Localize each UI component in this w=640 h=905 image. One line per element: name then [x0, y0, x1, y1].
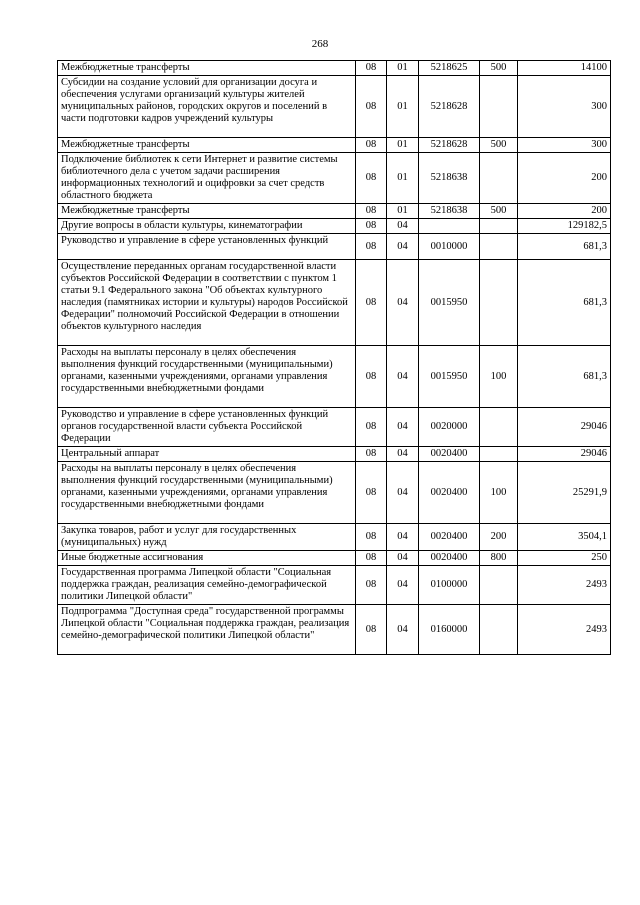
row-subsection-code: 01: [387, 61, 419, 76]
row-name: Государственная программа Липецкой области "Социальная поддержка граждан, реализация семейно-демографической политики Липецкой области": [58, 566, 356, 605]
row-name: Закупка товаров, работ и услуг для государственных (муниципальных) нужд: [58, 524, 356, 551]
row-target-article-code: 0020400: [419, 462, 480, 524]
row-section-code: 08: [356, 204, 387, 219]
table-row: [58, 605, 611, 655]
row-section-code: 08: [356, 551, 387, 566]
row-name: Межбюджетные трансферты: [58, 138, 356, 153]
row-subsection-code: 04: [387, 408, 419, 447]
row-subsection-code: 04: [387, 234, 419, 260]
row-target-article-code: 5218628: [419, 138, 480, 153]
row-name: Руководство и управление в сфере установленных функций органов государственной власти субъекта Российской Федерации: [58, 408, 356, 447]
row-section-code: 08: [356, 234, 387, 260]
row-section-code: 08: [356, 153, 387, 204]
row-target-article-code: 0015950: [419, 346, 480, 408]
row-expense-type-code: [480, 219, 518, 234]
row-expense-type-code: 100: [480, 346, 518, 408]
row-target-article-code: 5218638: [419, 204, 480, 219]
row-amount: 681,3: [518, 234, 611, 260]
row-subsection-code: 04: [387, 566, 419, 605]
table-row: [58, 260, 611, 346]
row-target-article-code: 0020400: [419, 447, 480, 462]
row-subsection-code: 04: [387, 346, 419, 408]
row-subsection-code: 01: [387, 153, 419, 204]
row-expense-type-code: [480, 234, 518, 260]
row-subsection-code: 01: [387, 138, 419, 153]
row-amount: 2493: [518, 605, 611, 655]
row-expense-type-code: 200: [480, 524, 518, 551]
row-expense-type-code: [480, 260, 518, 346]
table-row: [58, 219, 611, 234]
table-row: [58, 566, 611, 605]
row-subsection-code: 01: [387, 204, 419, 219]
row-target-article-code: 5218638: [419, 153, 480, 204]
table-row: [58, 234, 611, 260]
row-name: Подключение библиотек к сети Интернет и развитие системы библиотечного дела с учетом задачи расширения информационных технологий и оцифровки за счет средств областного бюджета: [58, 153, 356, 204]
row-name: Центральный аппарат: [58, 447, 356, 462]
row-amount: 2493: [518, 566, 611, 605]
row-name: Руководство и управление в сфере установленных функций: [58, 234, 356, 260]
table-row: [58, 153, 611, 204]
table-row: [58, 408, 611, 447]
row-section-code: 08: [356, 524, 387, 551]
row-amount: 129182,5: [518, 219, 611, 234]
row-subsection-code: 04: [387, 219, 419, 234]
budget-table: [57, 60, 611, 655]
row-target-article-code: 0020400: [419, 524, 480, 551]
row-name: Субсидии на создание условий для организации досуга и обеспечения услугами организаций культуры жителей муниципальных районов, городских округов и поселений в части подготовки кадров учреждений культуры: [58, 76, 356, 138]
row-name: Другие вопросы в области культуры, кинематографии: [58, 219, 356, 234]
row-subsection-code: 04: [387, 524, 419, 551]
row-section-code: 08: [356, 260, 387, 346]
table-row: [58, 447, 611, 462]
row-amount: 25291,9: [518, 462, 611, 524]
row-expense-type-code: [480, 605, 518, 655]
row-subsection-code: 01: [387, 76, 419, 138]
row-amount: 300: [518, 76, 611, 138]
row-expense-type-code: [480, 76, 518, 138]
row-name: Осуществление переданных органам государственной власти субъектов Российской Федерации в соответствии с пунктом 1 статьи 9.1 Федерального закона "Об объектах культурного наследия (памятниках истории и культуры) народов Российской Федерации" полномочий Российской Федерации в отношении объектов культурного наследия: [58, 260, 356, 346]
row-name: Межбюджетные трансферты: [58, 61, 356, 76]
page-number: 268: [311, 38, 329, 50]
row-section-code: 08: [356, 566, 387, 605]
row-amount: 29046: [518, 408, 611, 447]
row-subsection-code: 04: [387, 260, 419, 346]
row-target-article-code: 0160000: [419, 605, 480, 655]
row-expense-type-code: 500: [480, 204, 518, 219]
row-section-code: 08: [356, 76, 387, 138]
row-subsection-code: 04: [387, 462, 419, 524]
row-target-article-code: 5218625: [419, 61, 480, 76]
row-expense-type-code: [480, 447, 518, 462]
table-row: [58, 138, 611, 153]
budget-table-body: [58, 61, 611, 655]
table-row: [58, 462, 611, 524]
row-amount: 29046: [518, 447, 611, 462]
row-amount: 200: [518, 153, 611, 204]
table-row: [58, 551, 611, 566]
row-amount: 200: [518, 204, 611, 219]
table-row: [58, 61, 611, 76]
row-section-code: 08: [356, 462, 387, 524]
row-name: Межбюджетные трансферты: [58, 204, 356, 219]
row-target-article-code: 0020000: [419, 408, 480, 447]
row-amount: 3504,1: [518, 524, 611, 551]
row-amount: 681,3: [518, 260, 611, 346]
table-row: [58, 76, 611, 138]
row-expense-type-code: 500: [480, 61, 518, 76]
row-expense-type-code: 500: [480, 138, 518, 153]
row-section-code: 08: [356, 447, 387, 462]
row-target-article-code: 0100000: [419, 566, 480, 605]
row-section-code: 08: [356, 346, 387, 408]
row-name: Подпрограмма "Доступная среда" государственной программы Липецкой области "Социальная поддержка граждан, реализация семейно-демографической политики Липецкой области": [58, 605, 356, 655]
row-expense-type-code: [480, 408, 518, 447]
row-target-article-code: 5218628: [419, 76, 480, 138]
row-section-code: 08: [356, 138, 387, 153]
row-amount: 681,3: [518, 346, 611, 408]
row-target-article-code: [419, 219, 480, 234]
row-subsection-code: 04: [387, 447, 419, 462]
row-target-article-code: 0015950: [419, 260, 480, 346]
row-expense-type-code: 800: [480, 551, 518, 566]
row-section-code: 08: [356, 408, 387, 447]
row-target-article-code: 0020400: [419, 551, 480, 566]
row-amount: 250: [518, 551, 611, 566]
row-amount: 14100: [518, 61, 611, 76]
row-section-code: 08: [356, 219, 387, 234]
row-expense-type-code: [480, 566, 518, 605]
row-expense-type-code: 100: [480, 462, 518, 524]
row-expense-type-code: [480, 153, 518, 204]
row-subsection-code: 04: [387, 551, 419, 566]
table-row: [58, 346, 611, 408]
row-section-code: 08: [356, 605, 387, 655]
row-target-article-code: 0010000: [419, 234, 480, 260]
table-row: [58, 524, 611, 551]
row-name: Расходы на выплаты персоналу в целях обеспечения выполнения функций государственными (муниципальными) органами, казенными учреждениями, органами управления государственными внебюджетными фондами: [58, 346, 356, 408]
row-amount: 300: [518, 138, 611, 153]
row-name: Иные бюджетные ассигнования: [58, 551, 356, 566]
table-row: [58, 204, 611, 219]
row-section-code: 08: [356, 61, 387, 76]
row-name: Расходы на выплаты персоналу в целях обеспечения выполнения функций государственными (муниципальными) органами, казенными учреждениями, органами управления государственными внебюджетными фондами: [58, 462, 356, 524]
row-subsection-code: 04: [387, 605, 419, 655]
